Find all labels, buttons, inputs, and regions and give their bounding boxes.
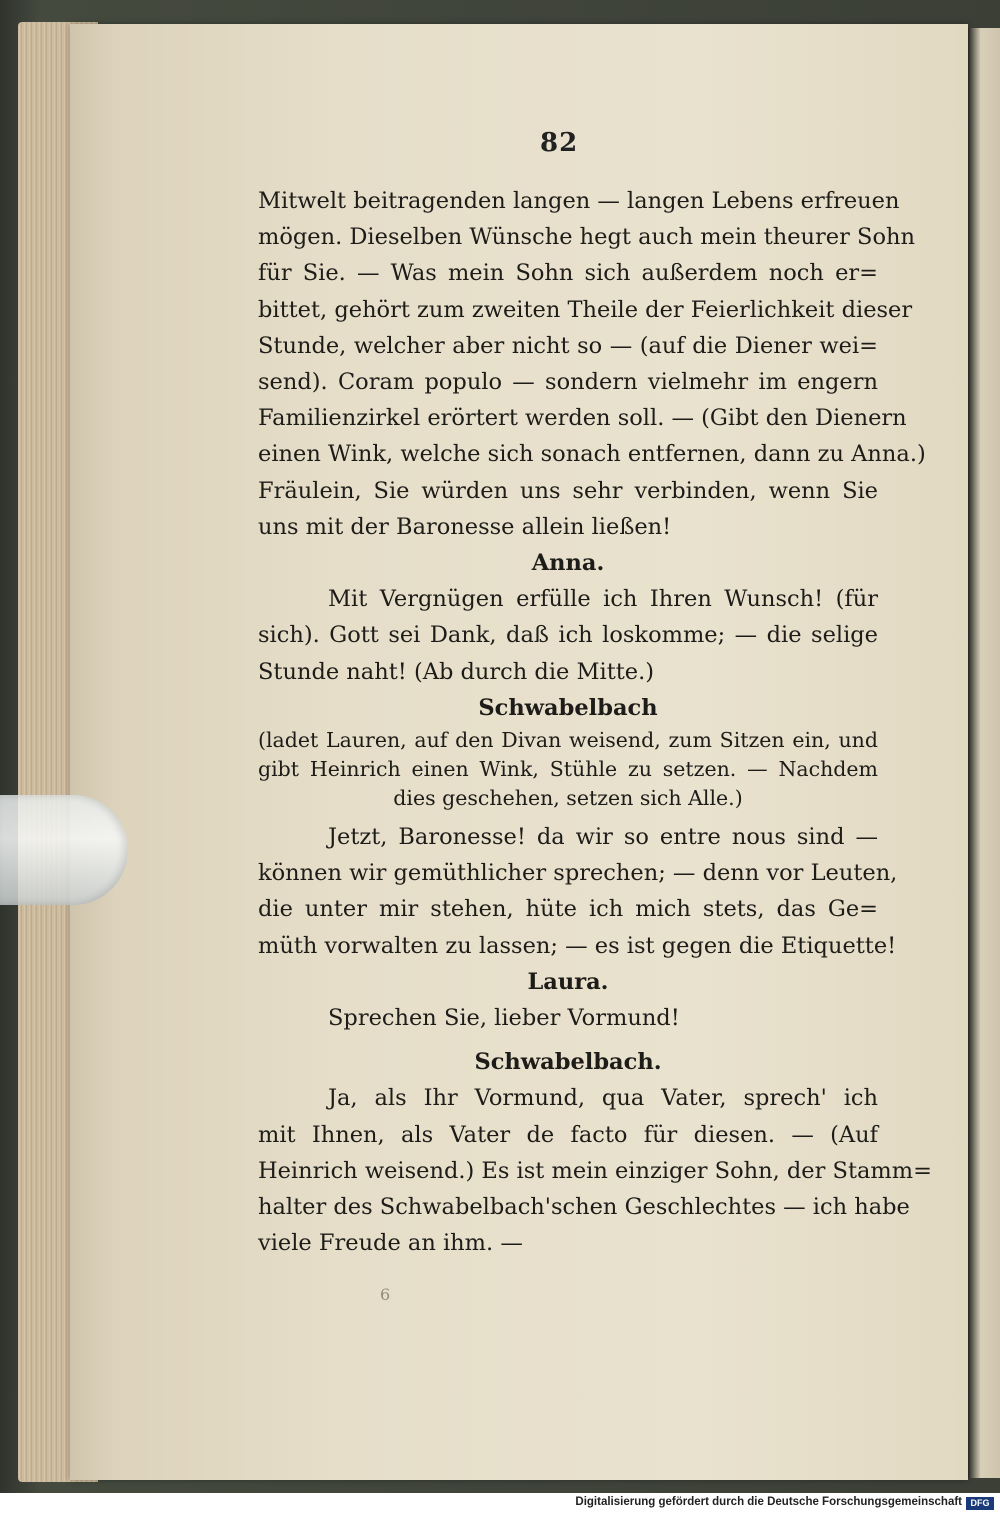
text-line: bittet, gehört zum zweiten Theile der Feierlichkeit dieser xyxy=(258,296,913,323)
speaker-name: Schwabelbach. xyxy=(474,1049,662,1076)
text-line: halter des Schwabelbach'schen Geschlechtes — ich habe xyxy=(258,1194,910,1221)
text-line: send). Coram populo — sondern vielmehr im engern xyxy=(258,369,878,396)
text-line: viele Freude an ihm. — xyxy=(258,1230,523,1257)
speaker-name: Laura. xyxy=(527,968,609,995)
page-text xyxy=(258,183,932,1261)
text-line: Stunde, welcher aber nicht so — (auf die Diener wei= xyxy=(258,332,878,359)
text-line: Sprechen Sie, lieber Vormund! xyxy=(328,1005,680,1032)
page-holder-clip xyxy=(0,795,128,905)
stage-direction-line: (ladet Lauren, auf den Divan weisend, zum Sitzen ein, und xyxy=(258,728,878,753)
text-line: mögen. Dieselben Wünsche hegt auch mein theurer Sohn xyxy=(258,224,915,251)
text-line: uns mit der Baronesse allein ließen! xyxy=(258,513,672,540)
footer-credit: Digitalisierung gefördert durch die Deutsche Forschungsgemeinschaft xyxy=(575,1496,962,1508)
text-line: Fräulein, Sie würden uns sehr verbinden, wenn Sie xyxy=(258,477,878,504)
text-line: einen Wink, welche sich sonach entfernen, dann zu Anna.) xyxy=(258,441,926,468)
text-line: müth vorwalten zu lassen; — es ist gegen die Etiquette! xyxy=(258,932,897,959)
signature-mark: 6 xyxy=(380,1285,391,1304)
stage-direction-line: gibt Heinrich einen Wink, Stühle zu setzen. — Nachdem xyxy=(258,757,878,782)
text-line: die unter mir stehen, hüte ich mich stets, das Ge= xyxy=(258,896,878,923)
speaker-name: Schwabelbach xyxy=(478,694,658,721)
text-line: können wir gemüthlicher sprechen; — denn vor Leuten, xyxy=(258,860,898,887)
text-line: Jetzt, Baronesse! da wir so entre nous sind — xyxy=(328,824,878,851)
text-line: Familienzirkel erörtert werden soll. — (Gibt den Dienern xyxy=(258,405,907,432)
text-line: Stunde naht! (Ab durch die Mitte.) xyxy=(258,658,655,685)
text-line: für Sie. — Was mein Sohn sich außerdem noch er= xyxy=(258,260,878,287)
text-line: Heinrich weisend.) Es ist mein einziger Sohn, der Stamm= xyxy=(258,1157,932,1184)
text-line: mit Ihnen, als Vater de facto für diesen. — (Auf xyxy=(258,1121,878,1148)
page-number: 82 xyxy=(540,128,579,158)
text-line: Ja, als Ihr Vormund, qua Vater, sprech' ich xyxy=(328,1085,878,1112)
next-page-strip xyxy=(968,28,1000,1478)
text-line: sich). Gott sei Dank, daß ich loskomme; — die selige xyxy=(258,622,878,649)
text-line: Mit Vergnügen erfülle ich Ihren Wunsch! (für xyxy=(328,586,878,613)
stage-direction-line: dies geschehen, setzen sich Alle.) xyxy=(393,786,743,811)
footer-bar xyxy=(0,1493,1000,1515)
speaker-name: Anna. xyxy=(531,550,605,577)
dfg-logo: DFG xyxy=(966,1497,994,1510)
text-line: Mitwelt beitragenden langen — langen Lebens erfreuen xyxy=(258,188,900,214)
